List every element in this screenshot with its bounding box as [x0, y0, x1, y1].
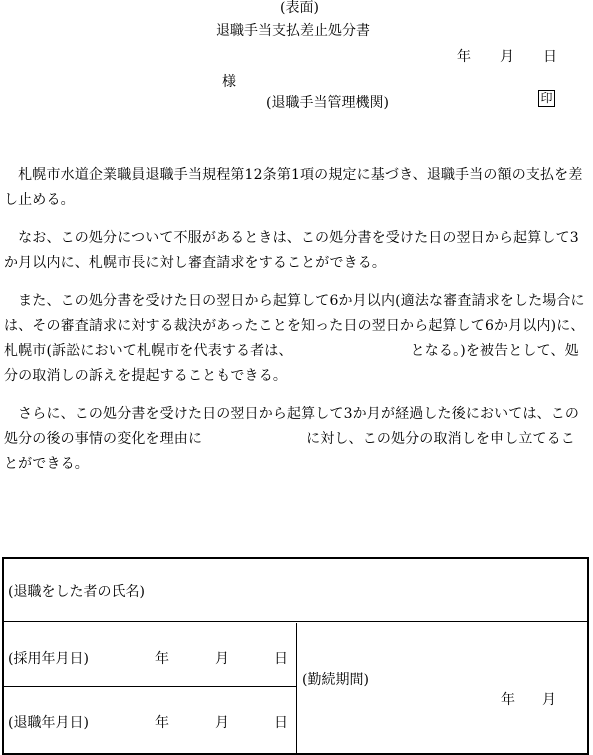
paragraph-2-text: なお、この処分について不服があるときは、この処分書を受けた日の翌日から起算して3か月以内に、札幌市長に対し審査請求をすることができる。	[4, 230, 579, 271]
paragraph-3	[4, 289, 586, 389]
hire-date-label: (採用年月日)	[8, 651, 89, 667]
date-month-label: 月	[500, 49, 514, 65]
issuer-label: (退職手当管理機関)	[266, 95, 389, 111]
retiree-info-table	[2, 557, 589, 755]
retire-date-label: (退職年月日)	[8, 715, 89, 731]
body-text	[4, 163, 586, 477]
retire-day-unit: 日	[274, 715, 288, 731]
paragraph-2	[4, 226, 586, 276]
service-period-label: (勤続期間)	[302, 672, 369, 688]
table-row-divider	[4, 686, 296, 687]
table-row-divider	[4, 621, 587, 622]
retire-year-unit: 年	[155, 715, 169, 731]
service-year-unit: 年	[501, 692, 515, 708]
date-year-label: 年	[457, 49, 471, 65]
paragraph-3-text-a: また、この処分書を受けた日の翌日から起算して6か月以内(適法な審査請求をした場合には、その審査請求に対する裁決があったことを知った日の翌日から起算して6か月以内)に、札幌市(訴訟において札幌市を代表する者は、	[4, 293, 585, 359]
hire-day-unit: 日	[274, 651, 288, 667]
paragraph-1-text: 札幌市水道企業職員退職手当規程第12条第1項の規定に基づき、退職手当の額の支払を差し止める。	[4, 167, 583, 208]
paragraph-1	[4, 163, 586, 213]
hire-month-unit: 月	[215, 651, 229, 667]
addressee-suffix: 様	[222, 74, 236, 90]
table-col-divider	[296, 623, 297, 753]
paragraph-3-text-b: となる。)を被告として、処分の取消しの訴えを提起することもできる。	[4, 343, 579, 384]
service-month-unit: 月	[542, 692, 556, 708]
paragraph-4	[4, 402, 586, 477]
retire-month-unit: 月	[215, 715, 229, 731]
retiree-name-label: (退職をした者の氏名)	[8, 584, 145, 600]
seal-box: 印	[538, 90, 555, 107]
paragraph-4-text-b: に対し、この処分の取消しを申し立てることができる。	[4, 431, 575, 472]
document-title: 退職手当支払差止処分書	[216, 23, 370, 39]
surface-label: (表面)	[280, 0, 319, 16]
paragraph-4-text-a: さらに、この処分書を受けた日の翌日から起算して3か月が経過した後においては、この処分の後の事情の変化を理由に	[4, 406, 580, 447]
hire-year-unit: 年	[155, 651, 169, 667]
date-day-label: 日	[543, 49, 557, 65]
